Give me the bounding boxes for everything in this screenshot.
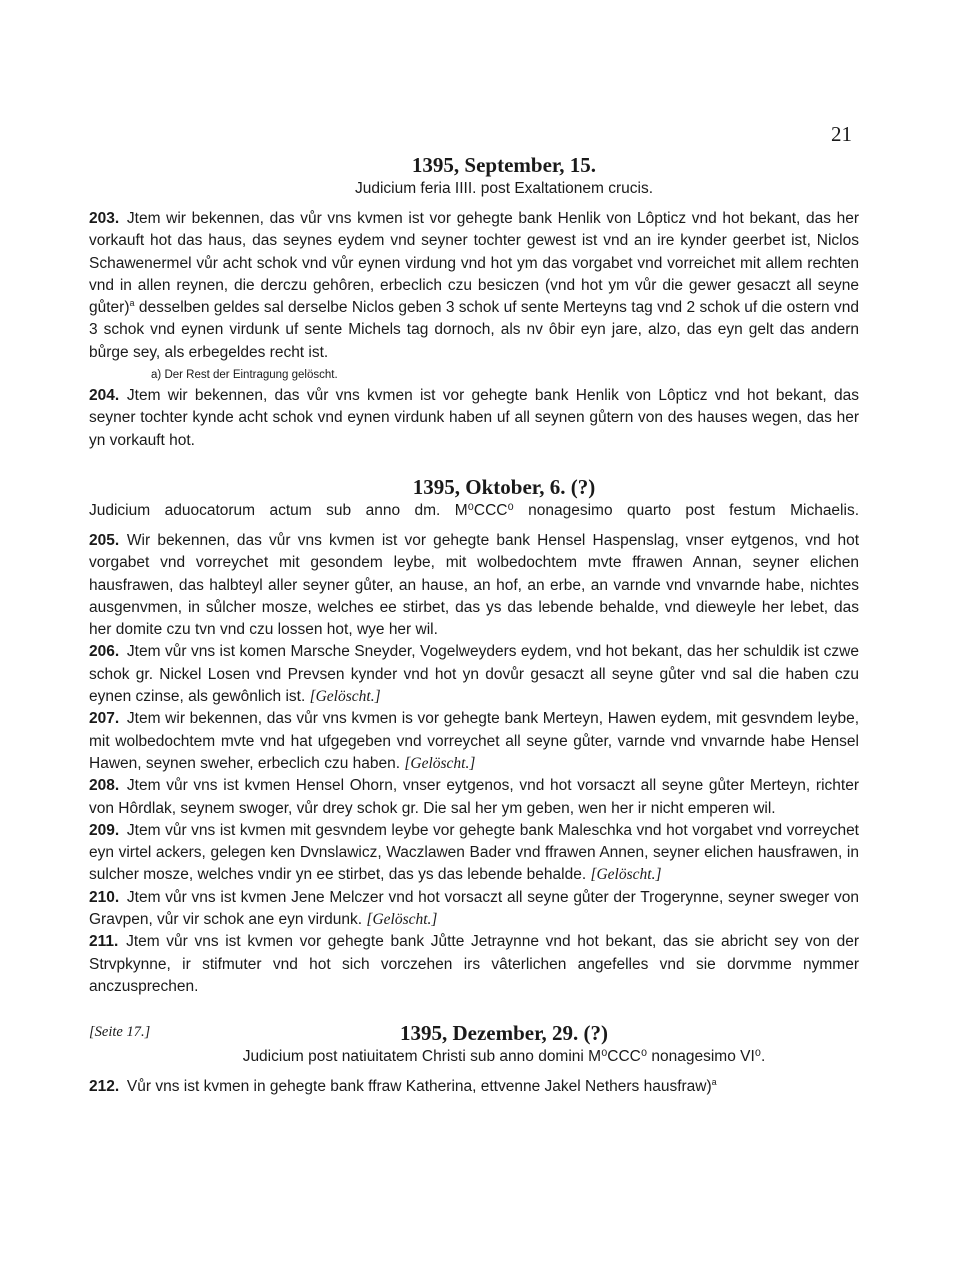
entry-number: 204.: [89, 387, 120, 405]
section-date-heading: 1395, Dezember, 29. (?): [399, 1021, 608, 1046]
footnote-marker: a): [151, 369, 162, 382]
entry-number: 212.: [89, 1078, 120, 1096]
entry-number: 207.: [89, 710, 120, 728]
page-content: [89, 152, 859, 1099]
entry-204: [89, 385, 859, 452]
page-number: 21: [831, 122, 852, 146]
footnote-text: Der Rest der Eintragung gelöscht.: [164, 369, 338, 382]
entry-205: [89, 530, 859, 641]
section-dezember: [89, 1020, 859, 1098]
entry-text: Jtem wir bekennen, das vůr vns kvmen is vor gehegte bank Merteyn, Hawen eydem, mit gesvndem leybe, mit wolbedochtem mvte vnd hat ufgegeben vnd vorreychet all seyne gůter, varnde vnd vnvarnde habe Hensel Hawen, seynen sweher, erbeclich czu haben.: [89, 710, 859, 772]
entry-number: 211.: [89, 933, 119, 951]
entry-209: [89, 820, 859, 887]
entry-text: Jtem vůr vns ist kvmen vor gehegte bank Jůtte Jetraynne vnd hot bekant, das sie abricht sey von der Strvpkynne, ir stifmuter vnd hot sich vorczehen irs vâterlichen angefelles vnd sie dorvmme nymmer anczusprechen.: [89, 933, 859, 995]
court-session-line: Judicium feria IIII. post Exaltationem crucis.: [354, 180, 654, 197]
entry-number: 209.: [89, 821, 120, 839]
footnote-mark: a: [711, 1077, 717, 1088]
section-september: [89, 152, 859, 452]
entry-212: [89, 1076, 859, 1098]
entry-text: Wir bekennen, das vůr vns kvmen ist vor gehegte bank Hensel Haspenslag, vnser eytgenos, vnd hot vorgabet vnd vorreychet mit gesondem leybe, mit wolbedochtem mvte ffrawen Annan, seyner elichen hausfrawen, das halbteyl aller seyner gůter, an hause, an hof, an erbe, an varnde vnd vnvarnde habe, nichtes ausgenvmen, in sůlcher mosze, welches ee stirbet, das ys das lebende behalde, vnd dieweyle her lebet, das her domite czu tvn vnd czu lossen hot, wye her wil.: [89, 531, 859, 639]
entry-text: Jtem wir bekennen, das vůr vns kvmen ist vor gehegte bank Henlik von Lôpticz vnd hot bekant, das seyner tochter kynde acht schok vnd eynen virdunk haben uf all seynen gůtern von des hauses wegen, das her yn vorkauft hot.: [89, 387, 859, 449]
footnote: [151, 367, 859, 383]
court-session-line: Judicium post natiuitatem Christi sub anno domini M⁰CCC⁰ nonagesimo VI⁰.: [242, 1048, 766, 1066]
footnote-mark: a: [129, 298, 135, 309]
entry-210: [89, 887, 859, 932]
entry-text-continued: desselben geldes sal derselbe Niclos geben 3 schok uf sente Merteyns tag vnd 2 schok uf die ostern vnd 3 schok vnd eynen virdunk uf sente Michels tag dornoch, als nv ôbir eyn jare, alzo, das eyn gelt das andern bůrge sey, als erbegeldes recht ist.: [89, 299, 859, 361]
deleted-note: [Gelöscht.]: [590, 866, 662, 884]
court-session-line: Judicium aduocatorum actum sub anno dm. M⁰CCC⁰ nonagesimo quarto post festum Michaelis.: [89, 501, 859, 519]
deleted-note: [Gelöscht.]: [366, 911, 438, 929]
entry-text: Jtem vůr vns ist kvmen Jene Melczer vnd hot vorsaczt all seyne gůter der Trogerynne, seyner sweger von Gravpen, vůr vir schok ane eyn virdunk.: [89, 888, 859, 929]
entry-text: Jtem wir bekennen, das vůr vns kvmen ist vor gehegte bank Henlik von Lôpticz vnd hot bekant, das her vorkauft hot das haus, das seynes eydem vnd seyner tochter gewest ist vnd an ire kynder geerbet ist, Niclos Schawenermel vůr acht schok vnd vůr eynen virdung vnd hot ym das vorgabet vnd vorreichet mit allem rechten vnd in allen reynen, die derczu gehôren, erbeclich czu besiczen (vnd hot ym vůr die gewer gesaczt all seyne gůter): [89, 210, 859, 317]
source-page-reference: [Seite 17.]: [89, 1024, 151, 1041]
section-date-heading: 1395, September, 15.: [411, 153, 597, 177]
entry-number: 208.: [89, 777, 120, 795]
section-date-heading: 1395, Oktober, 6. (?): [412, 474, 596, 499]
entry-text: Vůr vns ist kvmen in gehegte bank ffraw Katherina, ettvenne Jakel Nethers hausfraw): [126, 1078, 712, 1096]
deleted-note: [Gelöscht.]: [404, 754, 476, 772]
entry-203: [89, 208, 859, 364]
entry-number: 210.: [89, 888, 120, 906]
entry-211: [89, 931, 859, 998]
section-oktober: [89, 474, 859, 998]
entry-208: [89, 775, 859, 820]
entry-number: 205.: [89, 531, 120, 549]
entry-text: Jtem vůr vns ist kvmen Hensel Ohorn, vnser eytgenos, vnd hot vorsaczt all seyne gůter Merteyn, richter von Hôrdlak, seynem swoger, vůr drey schok gr. Die sal her ym geben, wen her ir nicht emperen wil.: [89, 777, 859, 817]
entry-206: [89, 641, 859, 708]
entry-text: Jtem vůr vns ist kvmen mit gesvndem leybe vor gehegte bank Maleschka vnd hot vorgabet vnd vorreychet eyn virtel ackers, gelegen ken Dvnslawicz, Waczlawen Bader vnd ffrawen Annen, seyner elichen hausfrawen, in sulcher mosze, welches vndir yn ee stirbet, das ys das lebende behalde.: [89, 821, 859, 884]
entry-207: [89, 708, 859, 775]
entry-number: 203.: [89, 210, 120, 227]
entry-number: 206.: [89, 643, 120, 661]
entry-text: Jtem vůr vns ist komen Marsche Sneyder, Vogelweyders eydem, vnd hot bekant, das her schuldik ist czwe schok gr. Nickel Losen vnd Prevsen kynder vnd hot yn dovůr gesaczt all seyne gůter vnd sal die haben czu eynen czinse, als gewônlich ist.: [89, 643, 859, 706]
deleted-note: [Gelöscht.]: [309, 688, 381, 706]
